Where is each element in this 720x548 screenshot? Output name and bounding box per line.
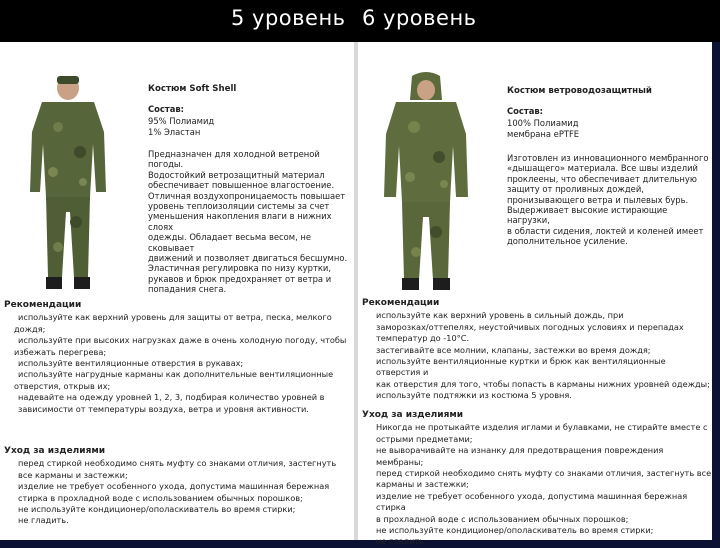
level-6-title: 6 уровень <box>362 6 477 30</box>
level-5-title: 5 уровень <box>231 6 346 30</box>
list-item: температур до -10°C. <box>376 333 470 344</box>
list-item: дождя; <box>14 323 46 334</box>
description: Предназначен для холодной ветреной погоды. Водостойкий ветрозащитный материал обеспечивает повышенное влагостоение. Отличная воздухопроницаемость повышает уровень теплоизоляции системы за счет уменьшения накопления влаги в нижних слоях одежды. Обладает весьма весом, не сковывает движений и позволяет двигаться бесшумно. Эластичная регулировка по низу куртки, рукавов и брюк предохраняет от ветра и попадания снега. <box>148 149 348 295</box>
list-item: в прохладной воде с использованием обычных порошков; <box>376 513 629 524</box>
list-item: не используйте кондиционер/ополаскиватель во время стирки; <box>376 525 654 536</box>
list-item: используйте вентиляционные куртки и брюк как вентиляционные отверстия и <box>376 356 666 378</box>
list-item: избежать перегрева; <box>14 346 107 357</box>
list-item: перед стиркой необходимо снять муфту со знаками отличия, застегнуть <box>18 458 337 469</box>
level-5-panel <box>0 42 354 540</box>
list-item: перед стиркой необходимо снять муфту со знаками отличия, застегнуть все <box>376 468 712 479</box>
level-6-panel <box>358 42 712 547</box>
section-title: Уход за изделиями <box>4 446 106 456</box>
care-section <box>4 446 336 527</box>
list-item: зависимости от температуры воздуха, ветра и уровня активности. <box>18 403 309 414</box>
section-title: Уход за изделиями <box>362 410 464 420</box>
list-item: используйте подтяжки из костюма 5 уровня. <box>376 390 572 401</box>
composition-label: Состав: <box>507 106 544 116</box>
list-item: не используйте кондиционер/ополаскиватель во время стирки; <box>18 504 296 515</box>
list-item: острыми предметами; <box>376 433 473 444</box>
composition-label: Состав: <box>148 104 185 114</box>
list-item: стирка в прохладной воде с использованием обычных порошков; <box>18 492 303 503</box>
list-item: все карманы и застежки; <box>18 469 128 480</box>
recommendations-section <box>362 298 712 402</box>
title-bar <box>0 0 720 42</box>
composition-line: мембрана ePTFE <box>507 129 580 139</box>
slide-edge <box>712 42 720 540</box>
composition-line: 100% Полиамид <box>507 118 579 128</box>
list-item: используйте нагрудные карманы как дополнительные вентиляционные <box>18 369 334 380</box>
section-title: Рекомендации <box>362 298 440 308</box>
list-item: изделие не требует особенного ухода, допустима машинная бережная стирка <box>376 490 688 513</box>
list-item: Никогда не протыкайте изделия иглами и булавками, не стирайте вместе с <box>376 422 708 433</box>
list-item: используйте при высоких нагрузках даже в очень холодную погоду, чтобы <box>18 335 347 346</box>
windproof-suit-photo <box>376 72 476 302</box>
list-item: карманы и застежки; <box>376 479 469 490</box>
list-item: не выворачивайте на изнанку для предотвращения повреждения мембраны; <box>376 445 664 467</box>
product-title: Костюм Soft Shell <box>148 84 237 94</box>
list-item: используйте как верхний уровень для защиты от ветра, песка, мелкого <box>18 312 332 323</box>
list-item: застегивайте все молнии, клапаны, застежки во время дождя; <box>376 344 651 355</box>
list-item: не гладить. <box>18 515 69 526</box>
care-section <box>362 410 712 548</box>
list-item: надевайте на одежду уровней 1, 2, 3, подбирая количество уровней в <box>18 392 325 403</box>
list-item: заморозках/оттепелях, неустойчивых погодных условиях и перепадах <box>376 321 684 332</box>
soft-shell-suit-photo <box>18 72 118 302</box>
list-item: изделие не требует особенного ухода, допустима машинная бережная <box>18 481 330 492</box>
composition-line: 95% Полиамид <box>148 116 215 126</box>
composition-line: 1% Эластан <box>148 127 201 137</box>
list-item: как отверстия для того, чтобы попасть в карманы нижних уровней одежды; <box>376 378 710 389</box>
description: Изготовлен из инновационного мембранного «дышащего» материала. Все швы изделий проклеены, что обеспечивает длительную защиту от проливных дождей, пронизывающего ветра и пылевых бурь. Выдерживает высокие истирающие нагрузки, в области сидения, локтей и коленей имеет дополнительное усиление. <box>507 153 709 247</box>
list-item: не гладить. <box>376 536 427 547</box>
recommendations-section <box>4 300 346 415</box>
product-title: Костюм ветроводозащитный <box>507 86 652 96</box>
list-item: используйте вентиляционные отверстия в рукавах; <box>18 358 244 369</box>
section-title: Рекомендации <box>4 300 82 310</box>
list-item: отверстия, открыв их; <box>14 380 111 391</box>
list-item: используйте как верхний уровень в сильный дождь, при <box>376 310 624 321</box>
